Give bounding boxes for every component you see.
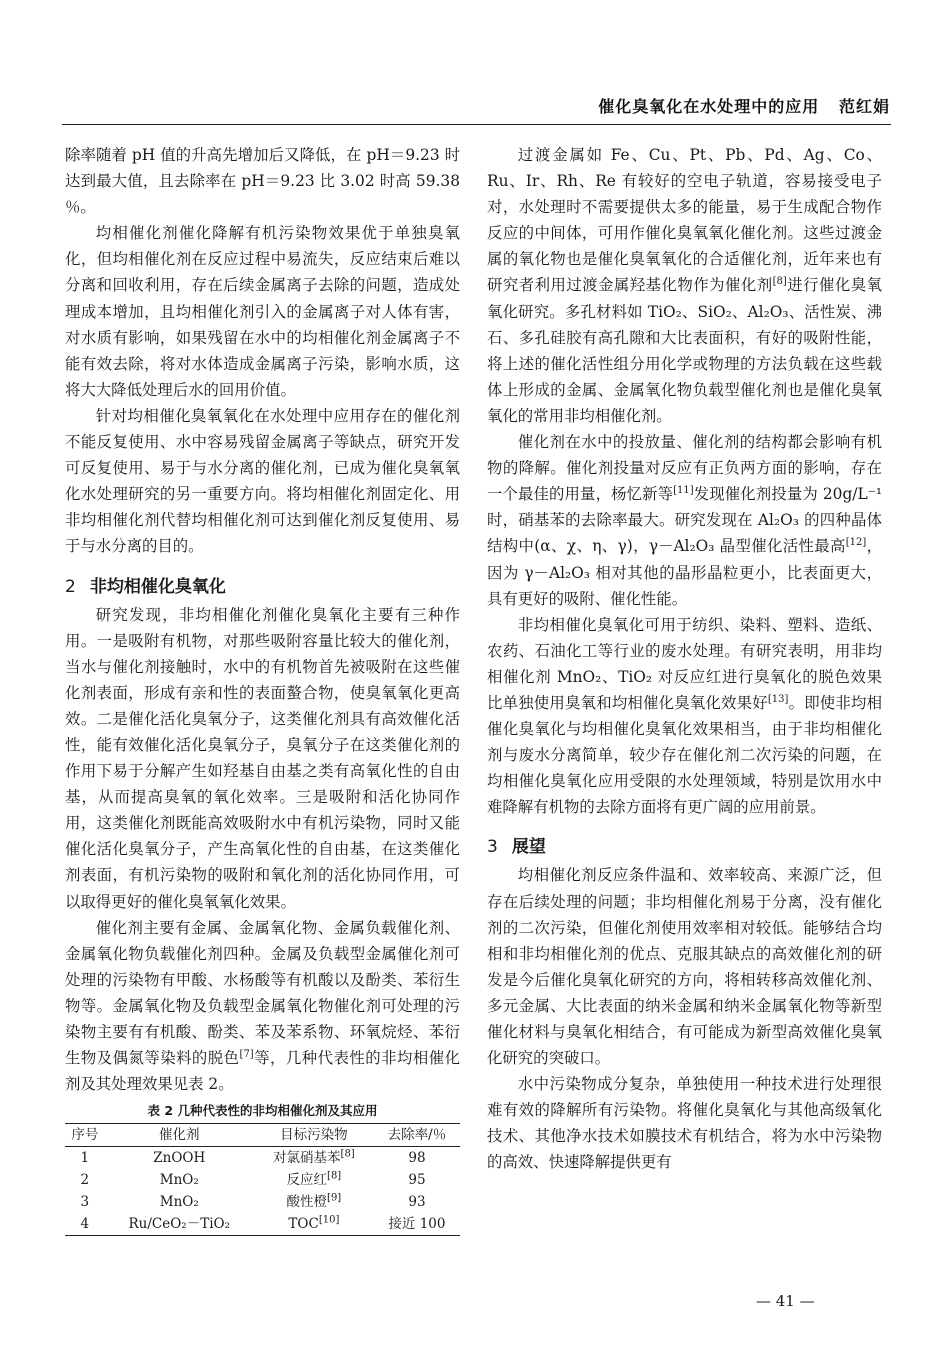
running-header: [60, 94, 890, 117]
table-cell: MnO₂: [159, 1194, 199, 1211]
citation: [9]: [327, 1192, 342, 1204]
section-heading-3: [487, 834, 882, 860]
table-cell: 98: [408, 1150, 426, 1167]
table-cell: 95: [408, 1172, 426, 1189]
citation: [13]: [767, 693, 789, 705]
citation: [12]: [845, 537, 867, 549]
table-cell: Ru/CeO₂－TiO₂: [128, 1216, 231, 1233]
paragraph: 水中污染物成分复杂，单独使用一种技术进行处理很难有效的降解所有污染物。将催化臭氧化与其他高级氧化技术、其他净水技术如膜技术有机结合，将为水中污染物的高效、快速降解提供更有: [487, 1075, 882, 1172]
header-rule: [62, 124, 891, 125]
paragraph: [487, 142, 882, 429]
cell-text: 酸性橙: [286, 1194, 328, 1211]
paragraph: 针对均相催化臭氧氧化在水处理中应用存在的催化剂不能反复使用、水中容易残留金属离子等缺点，研究开发可反复使用、易于与水分离的催化剂，已成为催化臭氧氧化水处理研究的另一重要方向。将均相催化剂固定化、用非均相催化剂代替均相催化剂可达到催化剂反复使用、易于与水分离的目的。: [65, 406, 460, 556]
column-header: 催化剂: [159, 1127, 200, 1144]
table-cell: 接近 100: [388, 1216, 446, 1233]
page-number: — 41 —: [756, 1292, 815, 1310]
paragraph: [487, 612, 882, 821]
table-cell: [254, 1191, 374, 1213]
section-title: 展望: [511, 837, 546, 858]
paragraph-text: ，因为 γ－Al₂O₃ 相对其他的晶形晶粒更小，比表面更大，具有更好的吸附、催化性能。: [487, 537, 882, 608]
table-row: [65, 1191, 460, 1213]
left-column: [65, 142, 460, 1236]
table-row: [65, 1213, 460, 1236]
cell-text: 对氯硝基苯: [273, 1150, 341, 1167]
paragraph: [65, 915, 460, 1098]
right-column: [487, 142, 882, 1176]
paragraph: 除率随着 pH 值的升高先增加后又降低，在 pH＝9.23 时达到最大值，且去除率在 pH＝9.23 比 3.02 时高 59.38 ％。: [65, 146, 460, 217]
paragraph: [487, 429, 882, 612]
citation: [10]: [318, 1214, 340, 1226]
paragraph-text: 非均相催化臭氧化可用于纺织、染料、塑料、造纸、农药、石油化工等行业的废水处理。有研究表明，用非均相催化剂 MnO₂、TiO₂ 对反应红进行臭氧化的脱色效果比单独使用臭氧和均相催化臭氧化效果好: [487, 615, 882, 712]
paragraph-text: 发现催化剂投量为 20g/L⁻¹ 时，硝基苯的去除率最大。研究发现在 Al₂O₃ 的四种晶体结构中(α、χ、η、γ)，γ－Al₂O₃ 晶型催化活性最高: [487, 485, 882, 556]
column-header: 目标污染物: [280, 1127, 348, 1144]
paragraph: 均相催化剂催化降解有机污染物效果优于单独臭氧化，但均相催化剂在反应过程中易流失，反应结束后难以分离和回收利用，存在后续金属离子去除的问题，造成处理成本增加，且均相催化剂引入的金属离子对人体有害，对水质有影响，如果残留在水中的均相催化剂金属离子不能有效去除，将对水体造成金属离子污染，影响水质，这将大大降低处理后水的回用价值。: [65, 224, 460, 399]
table-cell: [254, 1147, 374, 1170]
running-title: 催化臭氧化在水处理中的应用: [598, 97, 820, 116]
table-row: [65, 1147, 460, 1170]
paragraph-text: 等，几种代表性的非均相催化剂及其处理效果见表 2。: [65, 1049, 460, 1094]
paragraph-text: 过渡金属如 Fe、Cu、Pt、Pb、Pd、Ag、Co、Ru、Ir、Rh、Re 有较好的空电子轨道，容易接受电子对，水处理时不需要提供太多的能量，易于生成配合物作反应的中间体，可用作催化臭氧氧化催化剂。这些过渡金属的氧化物也是催化臭氧氧化的合适催化剂，近年来也有研究者利用过渡金属羟基化物作为催化剂: [487, 146, 882, 295]
table-cell: ZnOOH: [153, 1150, 206, 1167]
cell-text: TOC: [288, 1216, 319, 1233]
citation: [7]: [239, 1048, 254, 1060]
table-header-row: [65, 1124, 460, 1147]
table-cell: 93: [408, 1194, 426, 1211]
section-title: 非均相催化臭氧化: [89, 576, 226, 597]
section-heading-2: [65, 574, 460, 600]
paragraph-text: 催化剂主要有金属、金属氧化物、金属负载催化剂、金属氧化物负载催化剂四种。金属及负载型金属催化剂可处理的污染物有甲酸、水杨酸等有机酸以及酚类、苯衍生物等。金属氧化物及负载型金属氧化物催化剂可处理的污染物主要有有机酸、酚类、苯及苯系物、环氧烷烃、苯衍生物及偶氮等染料的脱色: [65, 918, 460, 1068]
paragraph-text: 。即使非均相催化臭氧化与均相催化臭氧化效果相当，由于非均相催化剂与废水分离简单，较少存在催化剂二次污染的问题，在均相催化臭氧化应用受限的水处理领域，特别是饮用水中难降解有机物的去除方面将有更广阔的应用前景。: [487, 693, 882, 817]
table-cell: 4: [80, 1216, 90, 1233]
table-cell: 2: [80, 1172, 90, 1189]
paragraph-text: 进行催化臭氧氧化研究。多孔材料如 TiO₂、SiO₂、Al₂O₃、活性炭、沸石、多孔硅胶有高孔隙和大比表面积，有好的吸附性能，将上述的催化活性组分用化学或物理的方法负载在这些载体上形成的金属、金属氧化物负载型催化剂也是催化臭氧氧化的常用非均相催化剂。: [487, 276, 882, 425]
citation: [8]: [340, 1148, 355, 1160]
table-caption: 表 2 几种代表性的非均相催化剂及其应用: [147, 1103, 378, 1119]
paragraph: 研究发现，非均相催化剂催化臭氧化主要有三种作用。一是吸附有机物，对那些吸附容量比较大的催化剂，当水与催化剂接触时，水中的有机物首先被吸附在这些催化剂表面，形成有亲和性的表面螯合物，使臭氧氧化更高效。二是催化活化臭氧分子，这类催化剂具有高效催化活性，能有效催化活化臭氧分子，臭氧分子在这类催化剂的作用下易于分解产生如羟基自由基之类有高氧化性的自由基，从而提高臭氧的氧化效率。三是吸附和活化协同作用，这类催化剂既能高效吸附水中有机污染物，同时又能催化活化臭氧分子，产生高氧化性的自由基，在这类催化剂表面，有机污染物的吸附和氧化剂的活化协同作用，可以取得更好的催化臭氧氧化效果。: [65, 605, 460, 911]
citation: [8]: [772, 276, 787, 288]
table-cell: 3: [80, 1194, 90, 1211]
column-header: 序号: [71, 1127, 99, 1144]
column-header: 去除率/％: [387, 1127, 447, 1144]
section-number: 2: [65, 576, 76, 597]
running-author: 范红娟: [838, 97, 890, 116]
table-row: [65, 1169, 460, 1191]
catalyst-table: [65, 1123, 460, 1236]
table-cell: [254, 1213, 374, 1236]
table-cell: [254, 1169, 374, 1191]
cell-text: 反应红: [286, 1172, 328, 1189]
section-number: 3: [487, 837, 498, 858]
table-2: [65, 1099, 460, 1236]
table-cell: 1: [80, 1150, 90, 1167]
citation: [8]: [327, 1170, 342, 1182]
citation: [11]: [673, 485, 694, 497]
paragraph-text: 催化剂在水中的投放量、催化剂的结构都会影响有机物的降解。催化剂投量对反应有正负两方面的影响，存在一个最佳的用量，杨忆新等: [487, 433, 882, 504]
paragraph: 均相催化剂反应条件温和、效率较高、来源广泛，但存在后续处理的问题；非均相催化剂易于分离，没有催化剂的二次污染，但催化剂使用效率相对较低。能够结合均相和非均相催化剂的优点、克服其缺点的高效催化剂的研发是今后催化臭氧化研究的方向，将相转移高效催化剂、多元金属、大比表面的纳米金属和纳米金属氧化物等新型催化材料与臭氧化相结合，有可能成为新型高效催化臭氧化研究的突破口。: [487, 866, 882, 1068]
table-cell: MnO₂: [159, 1172, 199, 1189]
